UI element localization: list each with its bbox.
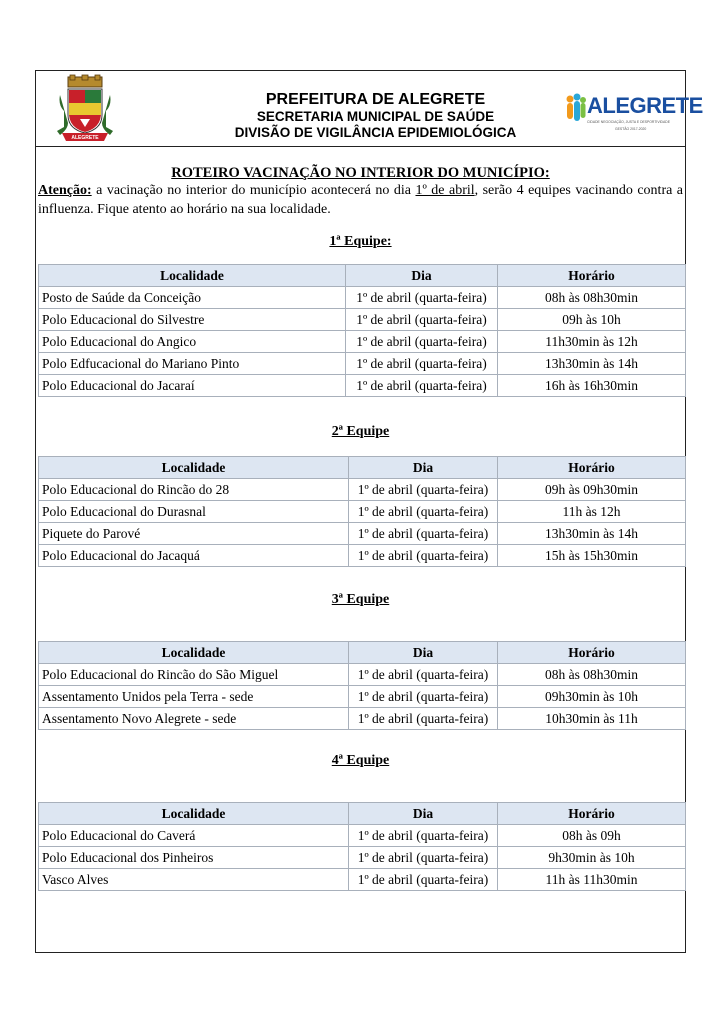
cell-place: Polo Educacional do Caverá (39, 825, 349, 847)
table-row (39, 686, 686, 708)
header-city-hall: PREFEITURA DE ALEGRETE (265, 91, 486, 108)
brand-tagline: CIDADE NEGOCIAÇÃO, JUSTA E DESPORTIVIDADE (587, 120, 670, 124)
cell-time: 9h30min às 10h (498, 847, 686, 869)
cell-time: 13h30min às 14h (498, 353, 686, 375)
cell-day: 1º de abril (quarta-feira) (349, 523, 498, 545)
notice-paragraph (38, 181, 683, 219)
cell-day: 1º de abril (quarta-feira) (349, 686, 498, 708)
cell-time: 09h às 10h (498, 309, 686, 331)
cell-time: 08h às 09h (498, 825, 686, 847)
brand-years: GESTÃO 2017-2020 (615, 127, 647, 131)
cell-place: Polo Edfucacional do Mariano Pinto (39, 353, 346, 375)
notice-text-start: a vacinação no interior do município acontecerá no dia (91, 183, 416, 198)
column-header-place: Localidade (39, 265, 346, 287)
cell-place: Polo Educacional do Rincão do 28 (39, 479, 349, 501)
team-2-title: 2ª Equipe (331, 424, 390, 439)
table-row (39, 523, 686, 545)
table-row (39, 825, 686, 847)
team-2-table (38, 456, 686, 567)
cell-place: Polo Educacional do Jacaraí (39, 375, 346, 397)
cell-day: 1º de abril (quarta-feira) (349, 501, 498, 523)
table-row (39, 309, 686, 331)
column-header-time: Horário (498, 457, 686, 479)
cell-day: 1º de abril (quarta-feira) (349, 479, 498, 501)
cell-place: Polo Educacional do Jacaquá (39, 545, 349, 567)
cell-day: 1º de abril (quarta-feira) (346, 375, 498, 397)
document-frame (35, 70, 703, 953)
table-row (39, 501, 686, 523)
cell-place: Posto de Saúde da Conceição (39, 287, 346, 309)
cell-place: Assentamento Novo Alegrete - sede (39, 708, 349, 730)
cell-time: 10h30min às 11h (498, 708, 686, 730)
cell-day: 1º de abril (quarta-feira) (349, 708, 498, 730)
document-title: ROTEIRO VACINAÇÃO NO INTERIOR DO MUNICÍPIO: (171, 165, 550, 181)
team-1-table (38, 264, 686, 397)
table-row (39, 545, 686, 567)
cell-day: 1º de abril (quarta-feira) (346, 353, 498, 375)
cell-time: 16h às 16h30min (498, 375, 686, 397)
table-header-row (39, 457, 686, 479)
cell-day: 1º de abril (quarta-feira) (346, 287, 498, 309)
cell-time: 11h30min às 12h (498, 331, 686, 353)
cell-day: 1º de abril (quarta-feira) (349, 664, 498, 686)
table-row (39, 847, 686, 869)
team-3-title: 3ª Equipe (331, 592, 390, 607)
table-row (39, 479, 686, 501)
notice-text-end: , serão 4 equipes vacinando contra a influenza. Fique atento ao horário na sua localidade. (38, 183, 684, 217)
table-row (39, 708, 686, 730)
header-division: DIVISÃO DE VIGILÂNCIA EPIDEMIOLÓGICA (234, 125, 517, 140)
table-row (39, 664, 686, 686)
column-header-day: Dia (346, 265, 498, 287)
table-row (39, 353, 686, 375)
column-header-day: Dia (349, 642, 498, 664)
team-3-table (38, 641, 686, 730)
column-header-time: Horário (498, 642, 686, 664)
cell-place: Polo Educacional do Durasnal (39, 501, 349, 523)
table-row (39, 331, 686, 353)
cell-place: Polo Educacional do Rincão do São Miguel (39, 664, 349, 686)
team-4-title: 4ª Equipe (331, 753, 390, 768)
brand-logo-text: ALEGRETE (587, 93, 703, 118)
cell-time: 13h30min às 14h (498, 523, 686, 545)
cell-place: Vasco Alves (39, 869, 349, 891)
table-row (39, 375, 686, 397)
cell-day: 1º de abril (quarta-feira) (346, 309, 498, 331)
cell-time: 11h às 11h30min (498, 869, 686, 891)
cell-time: 09h às 09h30min (498, 479, 686, 501)
table-row (39, 287, 686, 309)
cell-time: 09h30min às 10h (498, 686, 686, 708)
document-header (36, 71, 703, 147)
team-4-table (38, 802, 686, 891)
cell-day: 1º de abril (quarta-feira) (349, 847, 498, 869)
cell-time: 08h às 08h30min (498, 664, 686, 686)
table-row (39, 869, 686, 891)
column-header-place: Localidade (39, 803, 349, 825)
team-1-title: 1ª Equipe: (329, 234, 392, 249)
cell-day: 1º de abril (quarta-feira) (349, 825, 498, 847)
column-header-day: Dia (349, 457, 498, 479)
cell-place: Polo Educacional dos Pinheiros (39, 847, 349, 869)
cell-time: 08h às 08h30min (498, 287, 686, 309)
table-header-row (39, 642, 686, 664)
column-header-place: Localidade (39, 457, 349, 479)
cell-place: Polo Educacional do Angico (39, 331, 346, 353)
cell-time: 11h às 12h (498, 501, 686, 523)
cell-place: Polo Educacional do Silvestre (39, 309, 346, 331)
cell-time: 15h às 15h30min (498, 545, 686, 567)
header-secretariat: SECRETARIA MUNICIPAL DE SAÚDE (256, 109, 495, 124)
alegrete-brand-logo (563, 85, 703, 137)
cell-day: 1º de abril (quarta-feira) (349, 869, 498, 891)
table-header-row (39, 803, 686, 825)
cell-place: Piquete do Parové (39, 523, 349, 545)
column-header-place: Localidade (39, 642, 349, 664)
notice-label: Atenção: (38, 183, 92, 198)
crest-ribbon-text: ALEGRETE (71, 135, 99, 141)
table-header-row (39, 265, 686, 287)
column-header-day: Dia (349, 803, 498, 825)
notice-date: 1º de abril (415, 183, 475, 198)
column-header-time: Horário (498, 265, 686, 287)
cell-day: 1º de abril (quarta-feira) (349, 545, 498, 567)
cell-place: Assentamento Unidos pela Terra - sede (39, 686, 349, 708)
column-header-time: Horário (498, 803, 686, 825)
cell-day: 1º de abril (quarta-feira) (346, 331, 498, 353)
